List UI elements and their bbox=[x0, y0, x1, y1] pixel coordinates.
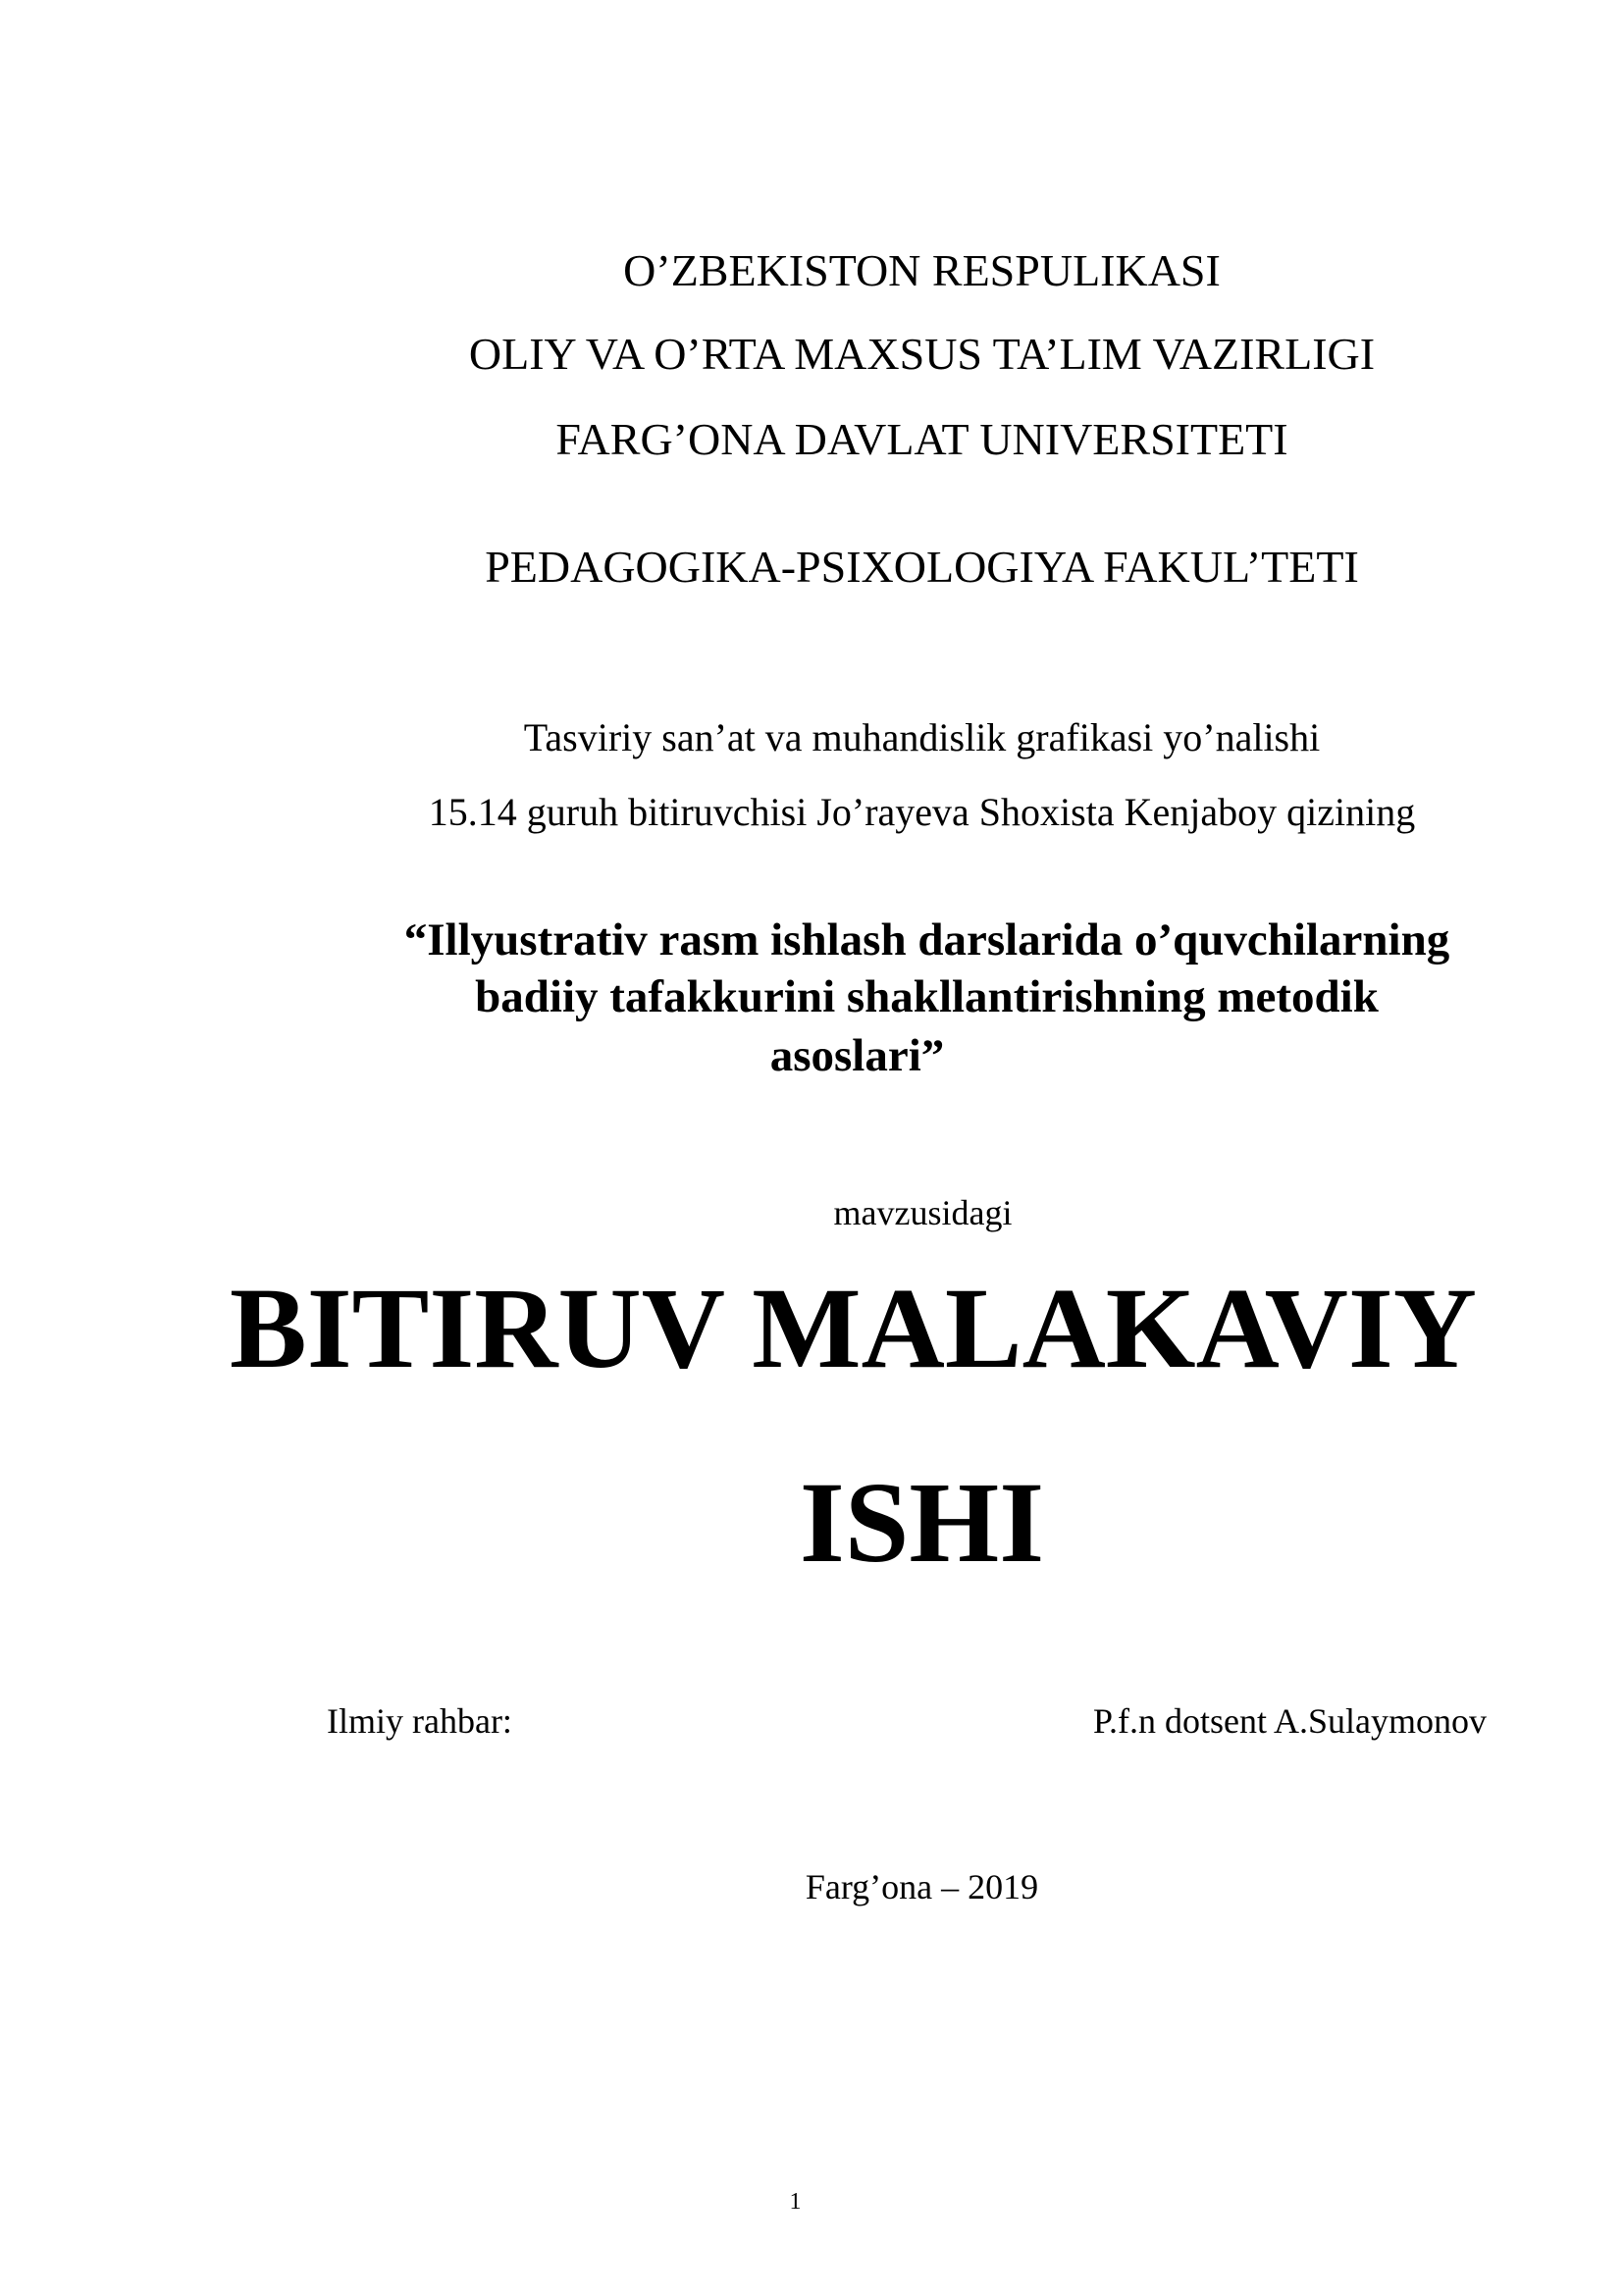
ministry-heading: OLIY VA O’RTA MAXSUS TA’LIM VAZIRLIGI bbox=[468, 329, 1376, 379]
page-number: 1 bbox=[789, 2189, 802, 2215]
topic-line-3: asoslari” bbox=[769, 1030, 945, 1081]
faculty-heading: PEDAGOGIKA-PSIXOLOGIYA FAKUL’TETI bbox=[485, 542, 1359, 592]
student-line: 15.14 guruh bitiruvchisi Jo’rayeva Shoxista Kenjaboy qizining bbox=[428, 790, 1416, 834]
place-year: Farg’ona – 2019 bbox=[805, 1867, 1039, 1906]
work-title-line-1: BITIRUV MALAKAVIY bbox=[230, 1264, 1477, 1392]
topic-line-1: “Illyustrativ rasm ishlash darslarida o’quvchilarning bbox=[403, 914, 1450, 965]
intro-word: mavzusidagi bbox=[833, 1193, 1013, 1232]
work-title-line-2: ISHI bbox=[799, 1458, 1045, 1587]
university-heading: FARG’ONA DAVLAT UNIVERSITETI bbox=[555, 414, 1288, 464]
topic-line-2: badiiy tafakkurini shakllantirishning metodik bbox=[475, 971, 1379, 1022]
direction-line: Tasviriy san’at va muhandislik grafikasi yo’nalishi bbox=[523, 715, 1321, 759]
republic-heading: O’ZBEKISTON RESPULIKASI bbox=[623, 245, 1221, 295]
supervisor-label: Ilmiy rahbar: bbox=[327, 1701, 512, 1741]
supervisor-name: P.f.n dotsent A.Sulaymonov bbox=[1092, 1701, 1487, 1741]
